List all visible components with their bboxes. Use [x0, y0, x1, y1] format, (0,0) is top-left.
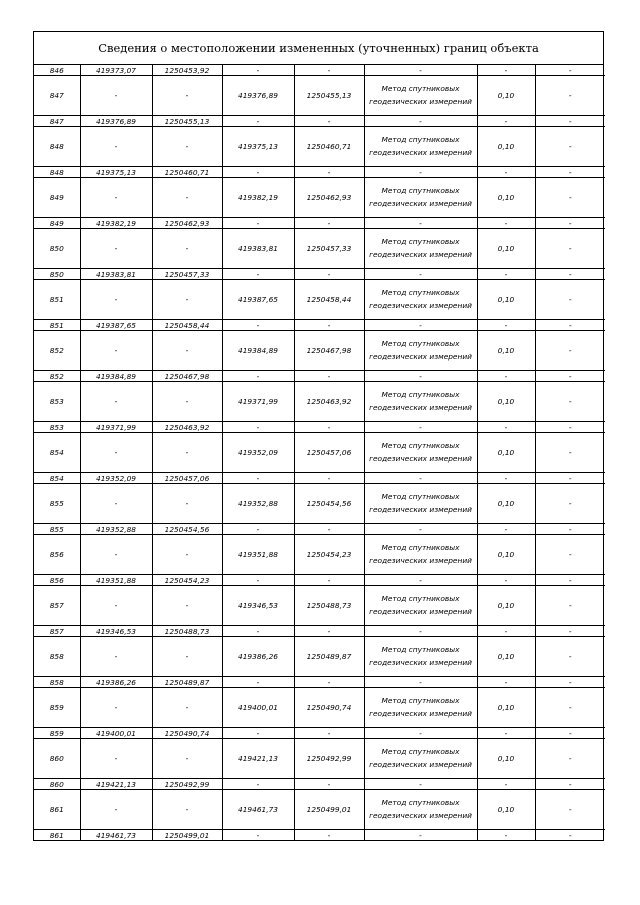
cell-point-number: 848 [34, 127, 80, 167]
cell-description: - [535, 484, 605, 524]
cell-y-new: - [294, 218, 364, 229]
cell-y-new: - [294, 167, 364, 178]
table-row-existing-point [34, 269, 605, 280]
table-row-new-point [34, 739, 605, 779]
cell-x-new: 419371,99 [222, 382, 294, 422]
cell-y-new: - [294, 728, 364, 739]
cell-y-new: 1250454,23 [294, 535, 364, 575]
cell-y-existing: - [152, 535, 222, 575]
cell-y-existing: 1250454,23 [152, 575, 222, 586]
cell-method: Метод спутниковых геодезических измерений [364, 637, 477, 677]
cell-x-new: - [222, 167, 294, 178]
cell-description: - [535, 779, 605, 790]
cell-x-existing: 419382,19 [80, 218, 152, 229]
cell-y-existing: 1250463,92 [152, 422, 222, 433]
cell-y-new: 1250454,56 [294, 484, 364, 524]
cell-accuracy: - [477, 65, 535, 76]
table-row-new-point [34, 433, 605, 473]
cell-y-existing: 1250457,06 [152, 473, 222, 484]
cell-y-existing: 1250460,71 [152, 167, 222, 178]
table-row-existing-point [34, 422, 605, 433]
cell-description: - [535, 728, 605, 739]
cell-method: - [364, 371, 477, 382]
cell-point-number: 846 [34, 65, 80, 76]
cell-point-number: 848 [34, 167, 80, 178]
cell-y-new: - [294, 473, 364, 484]
cell-description: - [535, 422, 605, 433]
cell-description: - [535, 524, 605, 535]
cell-accuracy: - [477, 473, 535, 484]
cell-point-number: 856 [34, 535, 80, 575]
cell-x-existing: - [80, 790, 152, 830]
cell-point-number: 851 [34, 320, 80, 331]
cell-accuracy: 0,10 [477, 484, 535, 524]
boundary-table-sheet [33, 31, 604, 841]
cell-y-new: - [294, 779, 364, 790]
cell-point-number: 852 [34, 371, 80, 382]
cell-x-new: - [222, 728, 294, 739]
cell-y-existing: - [152, 586, 222, 626]
cell-description: - [535, 229, 605, 269]
cell-x-new: - [222, 218, 294, 229]
cell-point-number: 861 [34, 830, 80, 841]
cell-method: Метод спутниковых геодезических измерений [364, 433, 477, 473]
cell-accuracy: - [477, 779, 535, 790]
cell-y-new: - [294, 626, 364, 637]
cell-description: - [535, 65, 605, 76]
cell-method: Метод спутниковых геодезических измерений [364, 331, 477, 371]
cell-y-existing: - [152, 76, 222, 116]
cell-description: - [535, 127, 605, 167]
cell-x-new: 419352,09 [222, 433, 294, 473]
cell-accuracy: - [477, 575, 535, 586]
cell-y-existing: 1250457,33 [152, 269, 222, 280]
cell-method: - [364, 677, 477, 688]
cell-x-existing: - [80, 637, 152, 677]
table-body [34, 65, 605, 840]
cell-y-new: - [294, 422, 364, 433]
table-row-new-point [34, 331, 605, 371]
cell-method: Метод спутниковых геодезических измерений [364, 739, 477, 779]
table-row-existing-point [34, 677, 605, 688]
cell-description: - [535, 218, 605, 229]
cell-y-new: 1250463,92 [294, 382, 364, 422]
table-title: Сведения о местоположении измененных (уточненных) границ объекта [34, 32, 603, 65]
cell-method: - [364, 320, 477, 331]
cell-description: - [535, 739, 605, 779]
cell-x-existing: 419375,13 [80, 167, 152, 178]
cell-y-existing: 1250453,92 [152, 65, 222, 76]
cell-point-number: 860 [34, 739, 80, 779]
cell-accuracy: 0,10 [477, 382, 535, 422]
cell-x-new: - [222, 779, 294, 790]
cell-y-existing: - [152, 280, 222, 320]
cell-y-new: - [294, 65, 364, 76]
cell-method: - [364, 473, 477, 484]
cell-x-new: - [222, 116, 294, 127]
cell-y-existing: - [152, 688, 222, 728]
cell-point-number: 858 [34, 677, 80, 688]
table-row-new-point [34, 688, 605, 728]
cell-x-existing: 419373,07 [80, 65, 152, 76]
cell-y-existing: - [152, 637, 222, 677]
cell-x-new: - [222, 626, 294, 637]
table-row-existing-point [34, 116, 605, 127]
table-row-new-point [34, 637, 605, 677]
cell-method: Метод спутниковых геодезических измерений [364, 229, 477, 269]
cell-x-existing: - [80, 280, 152, 320]
cell-method: Метод спутниковых геодезических измерений [364, 688, 477, 728]
cell-y-existing: - [152, 127, 222, 167]
cell-y-new: 1250492,99 [294, 739, 364, 779]
cell-x-existing: - [80, 586, 152, 626]
cell-x-new: 419461,73 [222, 790, 294, 830]
cell-x-existing: 419351,88 [80, 575, 152, 586]
cell-x-new: - [222, 320, 294, 331]
cell-point-number: 853 [34, 422, 80, 433]
cell-x-new: 419376,89 [222, 76, 294, 116]
cell-y-new: 1250458,44 [294, 280, 364, 320]
cell-x-new: - [222, 524, 294, 535]
table-row-existing-point [34, 830, 605, 841]
cell-y-existing: - [152, 331, 222, 371]
cell-description: - [535, 688, 605, 728]
cell-point-number: 852 [34, 331, 80, 371]
cell-x-new: - [222, 269, 294, 280]
cell-accuracy: 0,10 [477, 790, 535, 830]
table-row-new-point [34, 127, 605, 167]
cell-y-existing: 1250467,98 [152, 371, 222, 382]
cell-point-number: 859 [34, 688, 80, 728]
cell-accuracy: - [477, 422, 535, 433]
cell-x-new: - [222, 575, 294, 586]
cell-x-existing: - [80, 331, 152, 371]
cell-method: Метод спутниковых геодезических измерений [364, 790, 477, 830]
cell-x-existing: - [80, 739, 152, 779]
table-row-new-point [34, 178, 605, 218]
cell-accuracy: 0,10 [477, 331, 535, 371]
cell-accuracy: - [477, 626, 535, 637]
cell-point-number: 861 [34, 790, 80, 830]
table-row-existing-point [34, 626, 605, 637]
cell-y-existing: - [152, 484, 222, 524]
cell-x-existing: - [80, 535, 152, 575]
cell-x-existing: - [80, 178, 152, 218]
cell-x-new: 419382,19 [222, 178, 294, 218]
cell-point-number: 858 [34, 637, 80, 677]
cell-x-existing: 419461,73 [80, 830, 152, 841]
cell-method: - [364, 524, 477, 535]
cell-point-number: 850 [34, 229, 80, 269]
cell-x-new: - [222, 473, 294, 484]
cell-accuracy: - [477, 830, 535, 841]
cell-accuracy: 0,10 [477, 127, 535, 167]
cell-description: - [535, 535, 605, 575]
cell-x-existing: - [80, 433, 152, 473]
cell-y-new: - [294, 116, 364, 127]
table-row-new-point [34, 382, 605, 422]
cell-point-number: 854 [34, 433, 80, 473]
table-row-new-point [34, 229, 605, 269]
cell-point-number: 851 [34, 280, 80, 320]
cell-accuracy: 0,10 [477, 637, 535, 677]
cell-method: - [364, 218, 477, 229]
cell-method: - [364, 65, 477, 76]
cell-x-new: 419383,81 [222, 229, 294, 269]
cell-point-number: 857 [34, 626, 80, 637]
cell-accuracy: 0,10 [477, 280, 535, 320]
cell-description: - [535, 76, 605, 116]
cell-accuracy: 0,10 [477, 76, 535, 116]
table-row-new-point [34, 586, 605, 626]
coordinates-table [34, 65, 605, 840]
cell-description: - [535, 433, 605, 473]
cell-x-existing: 419400,01 [80, 728, 152, 739]
cell-y-existing: 1250458,44 [152, 320, 222, 331]
table-row-existing-point [34, 728, 605, 739]
cell-accuracy: 0,10 [477, 586, 535, 626]
table-row-existing-point [34, 779, 605, 790]
cell-accuracy: 0,10 [477, 535, 535, 575]
table-row-new-point [34, 76, 605, 116]
cell-description: - [535, 586, 605, 626]
cell-x-existing: - [80, 229, 152, 269]
cell-method: - [364, 779, 477, 790]
cell-y-new: - [294, 269, 364, 280]
cell-y-existing: 1250499,01 [152, 830, 222, 841]
cell-method: - [364, 575, 477, 586]
table-row-new-point [34, 280, 605, 320]
cell-description: - [535, 473, 605, 484]
cell-method: Метод спутниковых геодезических измерений [364, 127, 477, 167]
cell-accuracy: 0,10 [477, 433, 535, 473]
cell-x-existing: 419352,09 [80, 473, 152, 484]
cell-y-new: 1250455,13 [294, 76, 364, 116]
cell-accuracy: - [477, 728, 535, 739]
cell-x-new: 419351,88 [222, 535, 294, 575]
cell-x-new: - [222, 65, 294, 76]
cell-x-existing: 419346,53 [80, 626, 152, 637]
cell-x-new: 419375,13 [222, 127, 294, 167]
cell-method: - [364, 830, 477, 841]
cell-x-existing: 419376,89 [80, 116, 152, 127]
cell-y-new: - [294, 575, 364, 586]
cell-x-existing: 419383,81 [80, 269, 152, 280]
cell-description: - [535, 280, 605, 320]
cell-method: Метод спутниковых геодезических измерений [364, 586, 477, 626]
cell-y-new: 1250488,73 [294, 586, 364, 626]
cell-point-number: 853 [34, 382, 80, 422]
cell-y-existing: - [152, 178, 222, 218]
cell-point-number: 859 [34, 728, 80, 739]
cell-y-new: 1250499,01 [294, 790, 364, 830]
cell-x-existing: - [80, 127, 152, 167]
cell-accuracy: 0,10 [477, 688, 535, 728]
cell-accuracy: - [477, 218, 535, 229]
cell-y-existing: - [152, 229, 222, 269]
cell-method: - [364, 626, 477, 637]
cell-x-existing: - [80, 382, 152, 422]
table-row-existing-point [34, 167, 605, 178]
cell-accuracy: - [477, 269, 535, 280]
cell-point-number: 850 [34, 269, 80, 280]
cell-point-number: 857 [34, 586, 80, 626]
cell-point-number: 849 [34, 218, 80, 229]
cell-y-new: - [294, 371, 364, 382]
cell-y-existing: - [152, 790, 222, 830]
cell-x-new: 419352,88 [222, 484, 294, 524]
cell-accuracy: 0,10 [477, 178, 535, 218]
cell-point-number: 849 [34, 178, 80, 218]
cell-y-new: 1250457,06 [294, 433, 364, 473]
cell-x-new: 419387,65 [222, 280, 294, 320]
cell-method: - [364, 167, 477, 178]
cell-x-existing: 419352,88 [80, 524, 152, 535]
cell-y-new: 1250462,93 [294, 178, 364, 218]
cell-y-new: 1250490,74 [294, 688, 364, 728]
table-row-new-point [34, 484, 605, 524]
cell-description: - [535, 626, 605, 637]
cell-x-existing: 419386,26 [80, 677, 152, 688]
cell-description: - [535, 167, 605, 178]
cell-y-existing: - [152, 739, 222, 779]
table-row-existing-point [34, 320, 605, 331]
cell-y-new: - [294, 677, 364, 688]
cell-method: Метод спутниковых геодезических измерений [364, 280, 477, 320]
cell-x-new: 419421,13 [222, 739, 294, 779]
table-row-existing-point [34, 65, 605, 76]
cell-description: - [535, 790, 605, 830]
cell-y-new: - [294, 320, 364, 331]
cell-y-new: 1250467,98 [294, 331, 364, 371]
cell-x-existing: - [80, 688, 152, 728]
cell-description: - [535, 371, 605, 382]
cell-method: Метод спутниковых геодезических измерений [364, 382, 477, 422]
cell-method: Метод спутниковых геодезических измерений [364, 76, 477, 116]
table-row-existing-point [34, 371, 605, 382]
cell-y-new: 1250460,71 [294, 127, 364, 167]
cell-x-existing: 419384,89 [80, 371, 152, 382]
cell-point-number: 847 [34, 116, 80, 127]
cell-x-existing: - [80, 76, 152, 116]
cell-x-new: 419386,26 [222, 637, 294, 677]
cell-accuracy: 0,10 [477, 739, 535, 779]
cell-point-number: 855 [34, 484, 80, 524]
cell-y-new: - [294, 524, 364, 535]
cell-accuracy: 0,10 [477, 229, 535, 269]
cell-x-new: - [222, 422, 294, 433]
cell-method: - [364, 728, 477, 739]
cell-x-new: 419346,53 [222, 586, 294, 626]
cell-y-existing: - [152, 382, 222, 422]
cell-point-number: 847 [34, 76, 80, 116]
table-row-existing-point [34, 575, 605, 586]
cell-x-new: - [222, 371, 294, 382]
cell-accuracy: - [477, 677, 535, 688]
cell-description: - [535, 320, 605, 331]
cell-y-new: 1250457,33 [294, 229, 364, 269]
cell-description: - [535, 116, 605, 127]
cell-y-existing: 1250492,99 [152, 779, 222, 790]
cell-accuracy: - [477, 116, 535, 127]
table-row-existing-point [34, 524, 605, 535]
cell-method: - [364, 116, 477, 127]
cell-x-existing: 419387,65 [80, 320, 152, 331]
cell-y-existing: 1250462,93 [152, 218, 222, 229]
cell-y-new: - [294, 830, 364, 841]
table-row-new-point [34, 535, 605, 575]
cell-x-new: 419400,01 [222, 688, 294, 728]
cell-point-number: 856 [34, 575, 80, 586]
cell-description: - [535, 677, 605, 688]
cell-point-number: 855 [34, 524, 80, 535]
cell-method: - [364, 422, 477, 433]
cell-y-existing: 1250488,73 [152, 626, 222, 637]
cell-method: Метод спутниковых геодезических измерений [364, 535, 477, 575]
cell-method: - [364, 269, 477, 280]
cell-x-existing: 419371,99 [80, 422, 152, 433]
cell-y-existing: 1250489,87 [152, 677, 222, 688]
cell-method: Метод спутниковых геодезических измерений [364, 484, 477, 524]
cell-accuracy: - [477, 524, 535, 535]
cell-description: - [535, 331, 605, 371]
cell-x-new: 419384,89 [222, 331, 294, 371]
table-row-existing-point [34, 473, 605, 484]
cell-description: - [535, 637, 605, 677]
cell-description: - [535, 382, 605, 422]
cell-y-existing: 1250454,56 [152, 524, 222, 535]
cell-y-existing: 1250455,13 [152, 116, 222, 127]
cell-accuracy: - [477, 320, 535, 331]
cell-point-number: 854 [34, 473, 80, 484]
cell-method: Метод спутниковых геодезических измерений [364, 178, 477, 218]
cell-x-new: - [222, 677, 294, 688]
cell-description: - [535, 830, 605, 841]
cell-y-new: 1250489,87 [294, 637, 364, 677]
cell-y-existing: - [152, 433, 222, 473]
table-row-existing-point [34, 218, 605, 229]
cell-description: - [535, 575, 605, 586]
cell-x-existing: - [80, 484, 152, 524]
cell-y-existing: 1250490,74 [152, 728, 222, 739]
cell-description: - [535, 269, 605, 280]
cell-description: - [535, 178, 605, 218]
table-row-new-point [34, 790, 605, 830]
cell-accuracy: - [477, 167, 535, 178]
cell-point-number: 860 [34, 779, 80, 790]
cell-accuracy: - [477, 371, 535, 382]
cell-x-existing: 419421,13 [80, 779, 152, 790]
cell-x-new: - [222, 830, 294, 841]
